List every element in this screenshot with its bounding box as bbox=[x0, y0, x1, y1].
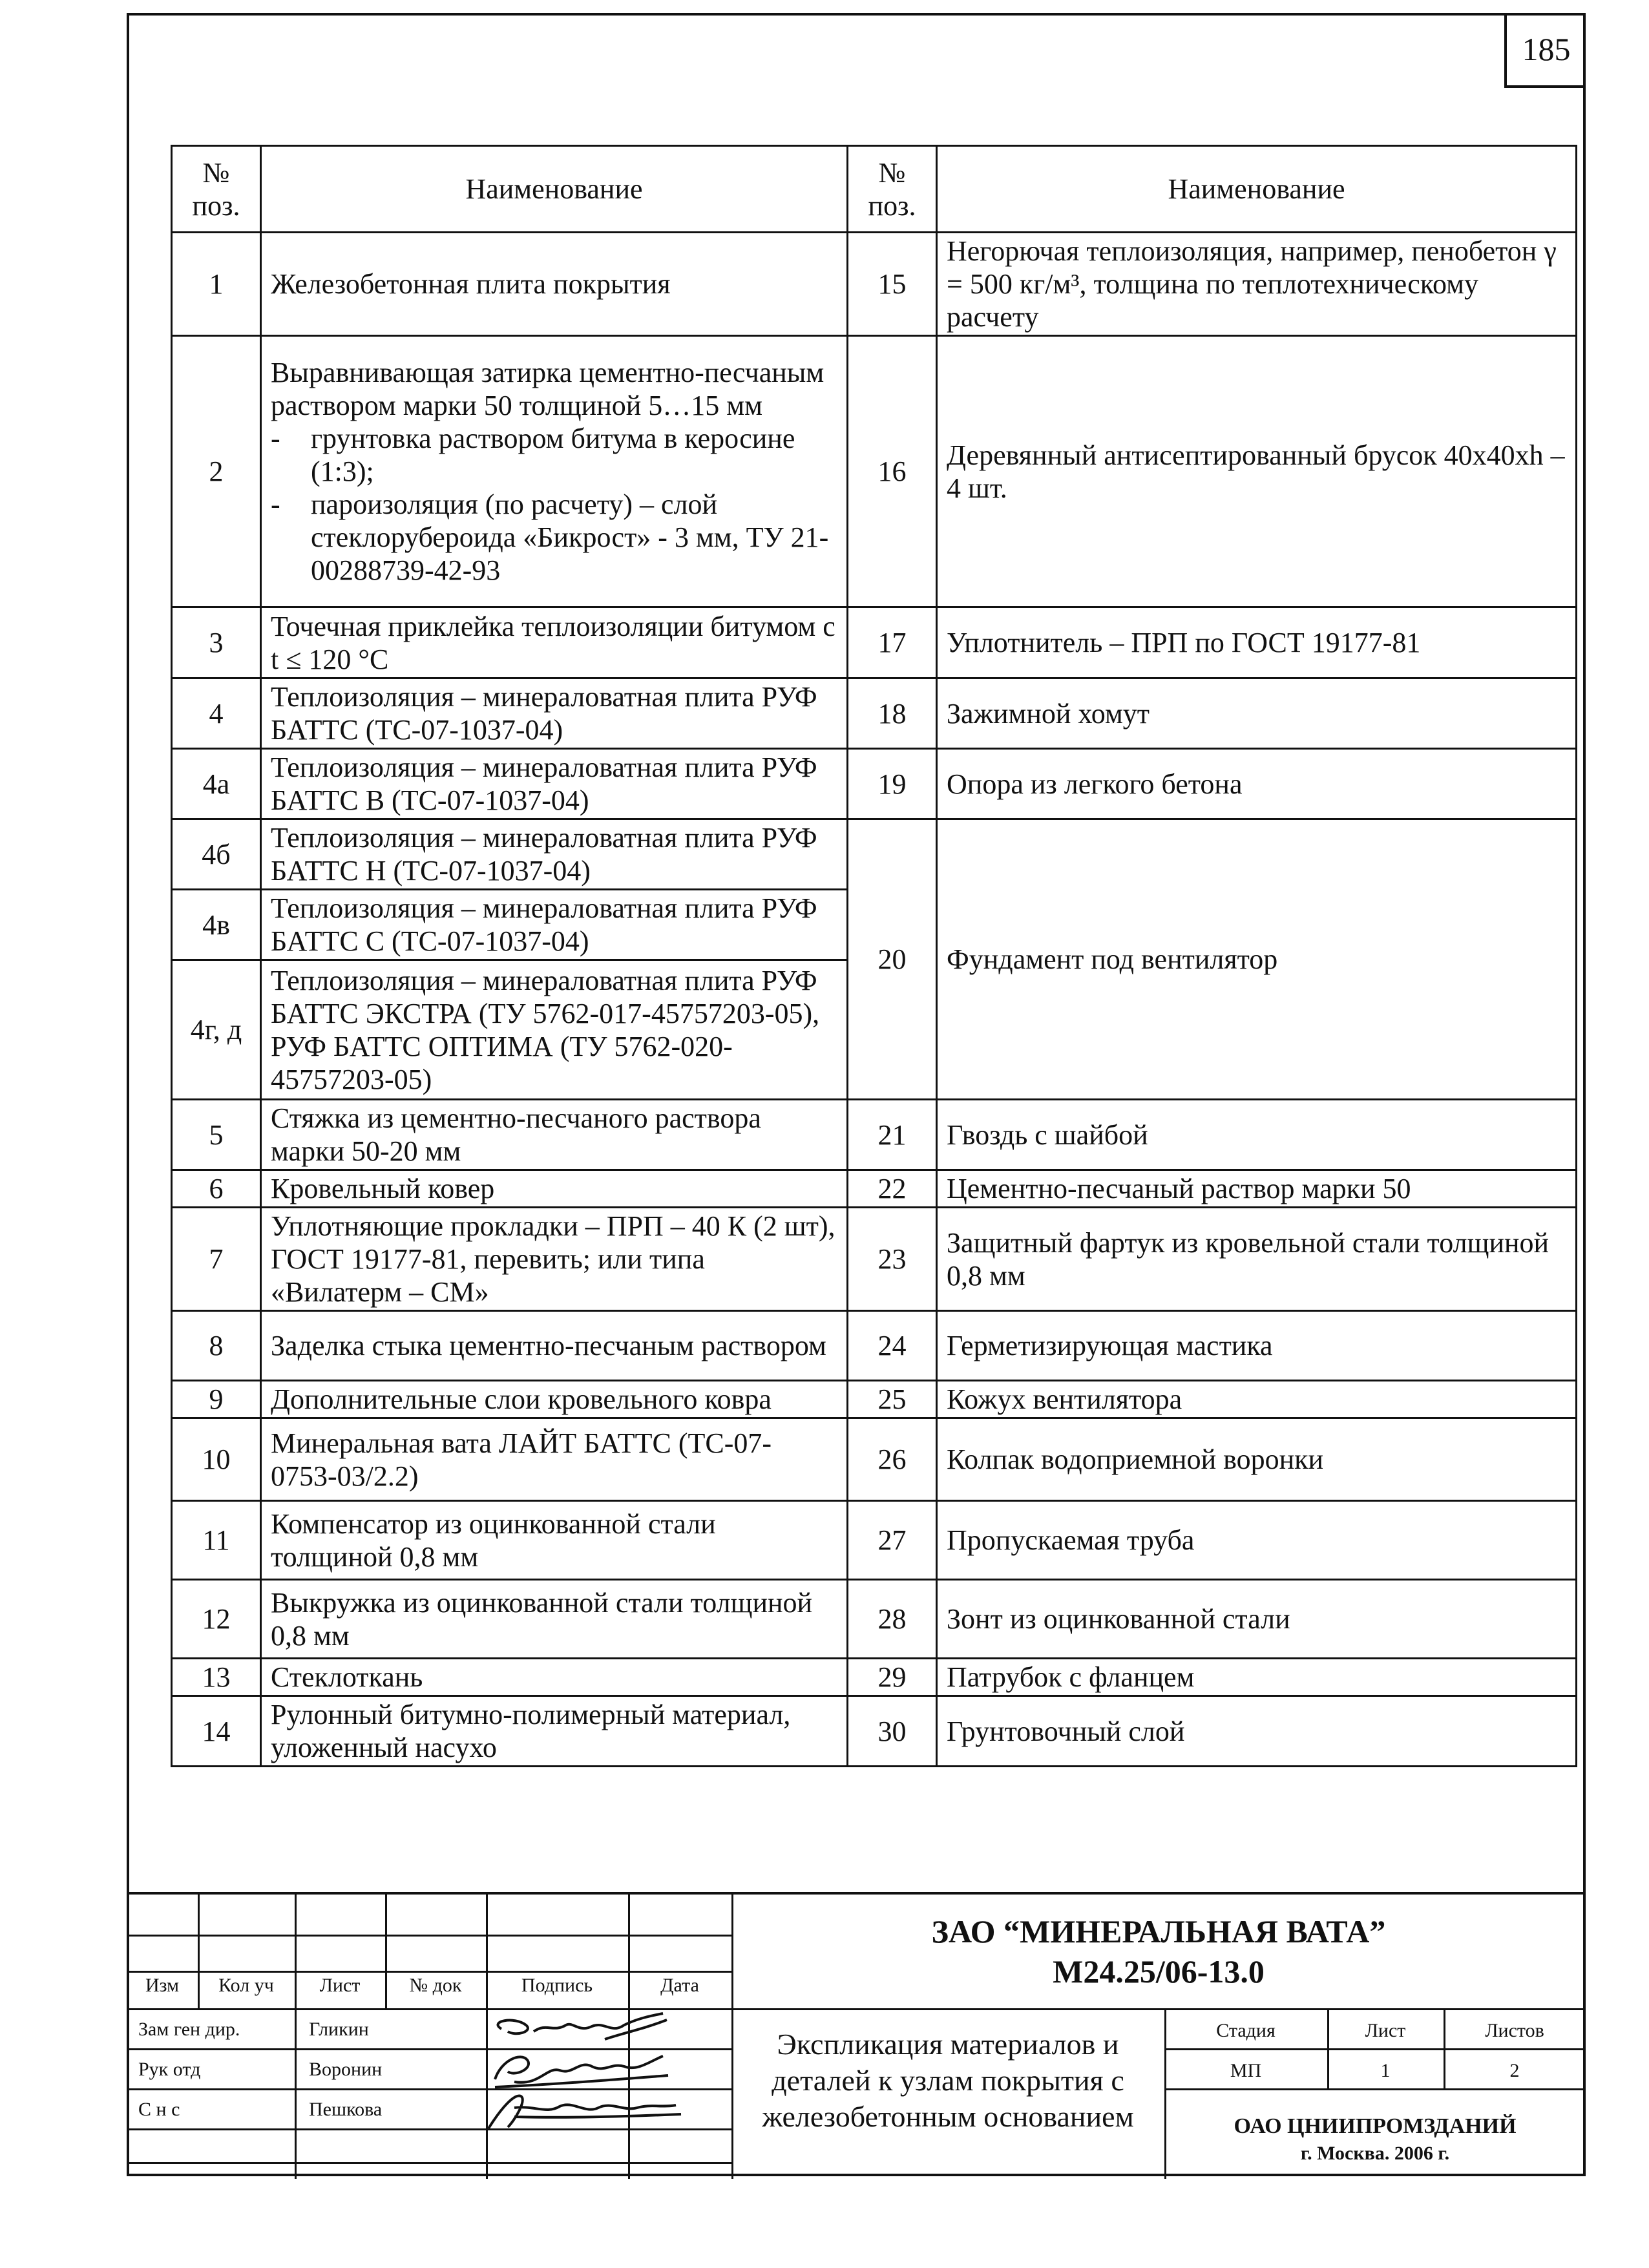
row-pos-2: 25 bbox=[848, 1381, 937, 1418]
document-title: Экспликация материалов и деталей к узлам покрытия с железобетонным основанием bbox=[762, 2028, 1134, 2133]
row-name: Стяжка из цементно-песчаного раствора марки 50-20 мм bbox=[261, 1100, 848, 1170]
row-name-2: Пропускаемая труба bbox=[937, 1501, 1577, 1580]
row-name: Дополнительные слои кровельного ковра bbox=[261, 1381, 848, 1418]
sheets-value: 2 bbox=[1509, 2060, 1520, 2081]
row-name-2: Зонт из оцинкованной стали bbox=[937, 1580, 1577, 1659]
stage-value: МП bbox=[1230, 2060, 1262, 2081]
row-pos-2: 21 bbox=[848, 1100, 937, 1170]
row-pos-2: 24 bbox=[848, 1311, 937, 1381]
header-pos-2: № поз. bbox=[848, 146, 937, 233]
table-row bbox=[172, 233, 1577, 336]
signer-role: Зам ген дир. bbox=[138, 2019, 240, 2040]
row-pos-2: 28 bbox=[848, 1580, 937, 1659]
row-pos: 13 bbox=[172, 1659, 261, 1696]
table-row bbox=[172, 1381, 1577, 1418]
col-signature: Подпись bbox=[521, 1975, 593, 1996]
header-name: Наименование bbox=[261, 146, 848, 233]
row-name: Заделка стыка цементно-песчаным раствором bbox=[261, 1311, 848, 1381]
title-block bbox=[127, 1892, 1586, 2176]
row-pos: 11 bbox=[172, 1501, 261, 1580]
row-pos-2: 16 bbox=[848, 336, 937, 607]
signer-name: Гликин bbox=[309, 2019, 369, 2040]
row-pos: 2 bbox=[172, 336, 261, 607]
signer-role: С н с bbox=[138, 2099, 180, 2120]
table-row bbox=[172, 1100, 1577, 1170]
signer-name: Пешкова bbox=[309, 2099, 383, 2120]
row-name-2: Опора из легкого бетона bbox=[937, 749, 1577, 819]
company-name: ЗАО “МИНЕРАЛЬНАЯ ВАТА” bbox=[931, 1913, 1386, 1949]
table-row bbox=[172, 678, 1577, 749]
col-doc: № док bbox=[409, 1975, 462, 1996]
table-row bbox=[172, 1170, 1577, 1208]
sub-item: - пароизоляция (по расчету) – слой стеклорубероида «Бикрост» - 3 мм, ТУ 21-00288739-42-93 bbox=[271, 488, 837, 587]
row-pos-2: 17 bbox=[848, 607, 937, 678]
row-name: Кровельный ковер bbox=[261, 1170, 848, 1208]
row-pos-2: 19 bbox=[848, 749, 937, 819]
row-pos: 4 bbox=[172, 678, 261, 749]
table-row bbox=[172, 1659, 1577, 1696]
row-name-2: Колпак водоприемной воронки bbox=[937, 1418, 1577, 1501]
page-number: 185 bbox=[1504, 13, 1586, 88]
materials-table bbox=[171, 145, 1577, 1767]
row-pos-2: 15 bbox=[848, 233, 937, 336]
table-row bbox=[172, 749, 1577, 819]
row-name-2: Негорючая теплоизоляция, например, пенобетон γ = 500 кг/м³, толщина по теплотехническому расчету bbox=[937, 233, 1577, 336]
table-row bbox=[172, 1580, 1577, 1659]
row-name-2: Гвоздь с шайбой bbox=[937, 1100, 1577, 1170]
table-header-row bbox=[172, 146, 1577, 233]
row-pos-2: 22 bbox=[848, 1170, 937, 1208]
table-row bbox=[172, 819, 1577, 890]
sub-item: - грунтовка раствором битума в керосине (1:3); bbox=[271, 422, 837, 488]
row-pos: 4а bbox=[172, 749, 261, 819]
row-name: Минеральная вата ЛАЙТ БАТТС (ТС-07-0753-03/2.2) bbox=[261, 1418, 848, 1501]
row-pos: 10 bbox=[172, 1418, 261, 1501]
row-name-2: Цементно-песчаный раствор марки 50 bbox=[937, 1170, 1577, 1208]
row-name-2: Патрубок с фланцем bbox=[937, 1659, 1577, 1696]
row-pos-2: 29 bbox=[848, 1659, 937, 1696]
row-name: Железобетонная плита покрытия bbox=[261, 233, 848, 336]
city-year: г. Москва. 2006 г. bbox=[1300, 2143, 1450, 2164]
row-name: Теплоизоляция – минераловатная плита РУФ БАТТС Н (ТС-07-1037-04) bbox=[261, 819, 848, 890]
signature-glikin bbox=[476, 2010, 669, 2050]
row-name-2: Грунтовочный слой bbox=[937, 1696, 1577, 1767]
row-pos: 3 bbox=[172, 607, 261, 678]
table-row bbox=[172, 1501, 1577, 1580]
row-pos-2: 20 bbox=[848, 819, 937, 1100]
row-name-2: Деревянный антисептированный брусок 40х40хh – 4 шт. bbox=[937, 336, 1577, 607]
table-row bbox=[172, 1311, 1577, 1381]
table-row bbox=[172, 1696, 1577, 1767]
row-name: Рулонный битумно-полимерный материал, уложенный насухо bbox=[261, 1696, 848, 1767]
table-row bbox=[172, 607, 1577, 678]
row-pos: 14 bbox=[172, 1696, 261, 1767]
table-row bbox=[172, 336, 1577, 607]
row-pos: 9 bbox=[172, 1381, 261, 1418]
row-pos-2: 30 bbox=[848, 1696, 937, 1767]
sheet-value: 1 bbox=[1380, 2060, 1391, 2081]
row-name-2: Защитный фартук из кровельной стали толщиной 0,8 мм bbox=[937, 1208, 1577, 1311]
row-name: Точечная приклейка теплоизоляции битумом с t ≤ 120 °С bbox=[261, 607, 848, 678]
row-name: Теплоизоляция – минераловатная плита РУФ БАТТС В (ТС-07-1037-04) bbox=[261, 749, 848, 819]
col-date: Дата bbox=[660, 1975, 699, 1996]
row-pos: 6 bbox=[172, 1170, 261, 1208]
row-pos: 7 bbox=[172, 1208, 261, 1311]
row-name: Теплоизоляция – минераловатная плита РУФ БАТТС (ТС-07-1037-04) bbox=[261, 678, 848, 749]
row-pos-2: 18 bbox=[848, 678, 937, 749]
row-name-2: Кожух вентилятора bbox=[937, 1381, 1577, 1418]
row-name bbox=[261, 336, 848, 607]
col-kol-uch: Кол уч bbox=[218, 1975, 274, 1996]
row-name: Стеклоткань bbox=[261, 1659, 848, 1696]
row-pos: 4б bbox=[172, 819, 261, 890]
col-izm: Изм bbox=[145, 1975, 180, 1996]
stage-label: Стадия bbox=[1216, 2020, 1276, 2041]
row-pos-2: 27 bbox=[848, 1501, 937, 1580]
row-name-2: Фундамент под вентилятор bbox=[937, 819, 1577, 1100]
header-pos: № поз. bbox=[172, 146, 261, 233]
document-code: М24.25/06-13.0 bbox=[1053, 1953, 1265, 1990]
col-list: Лист bbox=[319, 1975, 361, 1996]
signer-name: Воронин bbox=[309, 2059, 383, 2080]
row-name-main: Выравнивающая затирка цементно-песчаным раствором марки 50 толщиной 5…15 мм bbox=[271, 357, 824, 421]
organization: ОАО ЦНИИПРОМЗДАНИЙ bbox=[1234, 2114, 1517, 2138]
sub-items bbox=[271, 422, 837, 587]
row-pos: 1 bbox=[172, 233, 261, 336]
row-pos: 5 bbox=[172, 1100, 261, 1170]
row-name-2: Уплотнитель – ПРП по ГОСТ 19177-81 bbox=[937, 607, 1577, 678]
table-row bbox=[172, 1208, 1577, 1311]
row-name-2: Герметизирующая мастика bbox=[937, 1311, 1577, 1381]
row-pos-2: 23 bbox=[848, 1208, 937, 1311]
row-name: Теплоизоляция – минераловатная плита РУФ БАТТС ЭКСТРА (ТУ 5762-017-45757203-05), РУФ БАТТС ОПТИМА (ТУ 5762-020-45757203-05) bbox=[261, 960, 848, 1100]
row-pos: 4г, д bbox=[172, 960, 261, 1100]
signature-voronin bbox=[476, 2047, 669, 2092]
row-name: Теплоизоляция – минераловатная плита РУФ БАТТС С (ТС-07-1037-04) bbox=[261, 890, 848, 960]
row-pos-2: 26 bbox=[848, 1418, 937, 1501]
sheet-label: Лист bbox=[1365, 2020, 1406, 2041]
row-name: Уплотняющие прокладки – ПРП – 40 К (2 шт), ГОСТ 19177-81, перевить; или типа «Вилатерм – СМ» bbox=[261, 1208, 848, 1311]
row-name: Компенсатор из оцинкованной стали толщиной 0,8 мм bbox=[261, 1501, 848, 1580]
signer-role: Рук отд bbox=[138, 2059, 201, 2080]
header-name-2: Наименование bbox=[937, 146, 1577, 233]
row-name-2: Зажимной хомут bbox=[937, 678, 1577, 749]
signature-peshkova bbox=[476, 2088, 682, 2134]
row-pos: 12 bbox=[172, 1580, 261, 1659]
row-pos: 8 bbox=[172, 1311, 261, 1381]
row-name: Выкружка из оцинкованной стали толщиной 0,8 мм bbox=[261, 1580, 848, 1659]
table-row bbox=[172, 1418, 1577, 1501]
sheets-label: Листов bbox=[1485, 2020, 1544, 2041]
row-pos: 4в bbox=[172, 890, 261, 960]
